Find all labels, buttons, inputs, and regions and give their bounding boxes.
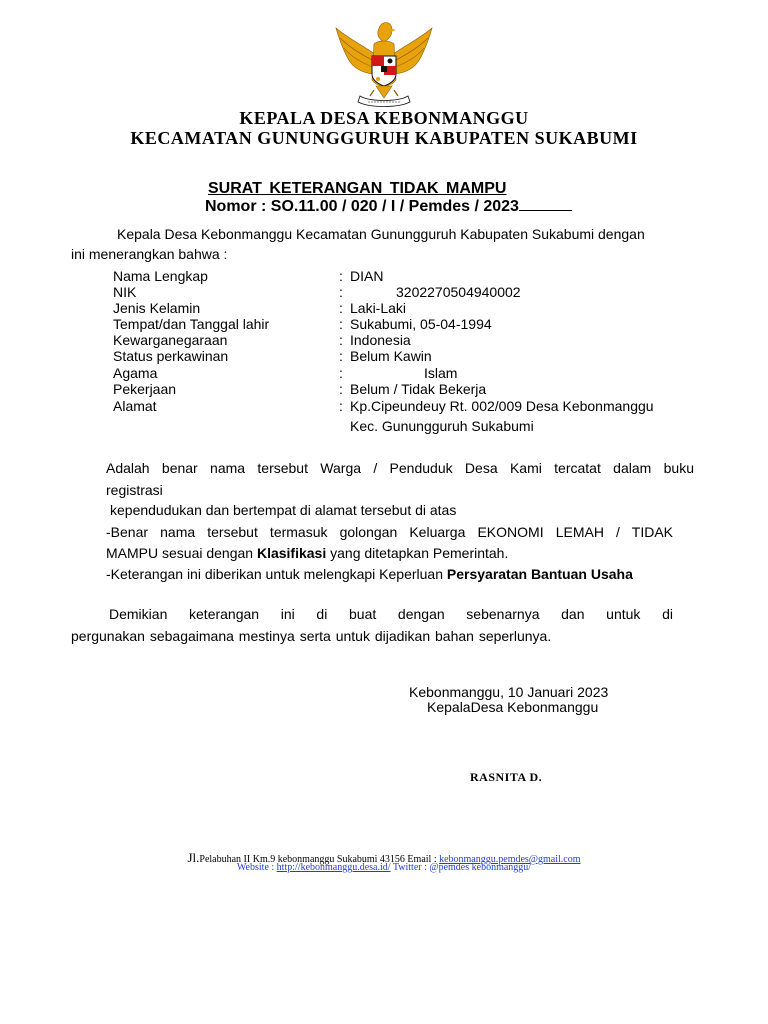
identity-label: Pekerjaan xyxy=(113,381,177,397)
identity-value: Belum / Tidak Bekerja xyxy=(350,381,487,397)
identity-colon: : xyxy=(339,332,343,348)
identity-label: Agama xyxy=(113,365,158,381)
document-title: SURAT KETERANGAN TIDAK MAMPU xyxy=(208,180,507,197)
number-blank-line xyxy=(519,196,572,211)
closing-line1: Demikian keterangan ini di buat dengan sebenarnya dan untuk di xyxy=(109,606,673,622)
identity-colon: : xyxy=(339,300,343,316)
header-line2: KECAMATAN GUNUNGGURUH KABUPATEN SUKABUMI xyxy=(130,128,638,148)
identity-value: 3202270504940002 xyxy=(396,284,521,300)
identity-value: DIAN xyxy=(350,268,384,284)
identity-label: Status perkawinan xyxy=(113,348,229,364)
signature-place-date: Kebonmanggu, 10 Januari 2023 xyxy=(409,684,609,700)
identity-value: Kp.Cipeundeuy Rt. 002/009 Desa Kebonmanggu xyxy=(350,398,654,414)
body-p1-line3: kependudukan dan bertempat di alamat tersebut di atas xyxy=(110,502,457,518)
identity-label: NIK xyxy=(113,284,137,300)
identity-colon: : xyxy=(339,381,343,397)
body-p2-text-bold: Klasifikasi xyxy=(256,545,327,561)
footer-website-label: Website : xyxy=(236,862,277,873)
identity-value: Indonesia xyxy=(350,332,411,348)
identity-value: Islam xyxy=(424,365,458,381)
intro-line1: Kepala Desa Kebonmanggu Kecamatan Gunungguruh Kabupaten Sukabumi dengan xyxy=(117,226,645,242)
closing-line2: pergunakan sebagaimana mestinya serta untuk dijadikan bahan seperlunya. xyxy=(71,628,552,644)
garuda-pancasila-emblem xyxy=(330,18,438,110)
identity-label: Tempat/dan Tanggal lahir xyxy=(113,316,270,332)
body-p1-line2: registrasi xyxy=(106,482,163,498)
footer-email-link[interactable]: kebonmanggu.pemdes@gmail.com xyxy=(439,854,581,865)
identity-label: Kewarganegaraan xyxy=(113,332,228,348)
identity-colon: : xyxy=(339,348,343,364)
footer-web xyxy=(0,862,768,873)
identity-colon: : xyxy=(339,268,343,284)
footer-website-link[interactable]: http://kebonmanggu.desa.id/ xyxy=(276,862,391,873)
body-p2-line1: -Benar nama tersebut termasuk golongan Keluarga EKONOMI LEMAH / TIDAK xyxy=(106,524,673,540)
body-p2-line2 xyxy=(106,545,508,561)
body-p2-text-post: yang ditetapkan Pemerintah. xyxy=(326,545,509,561)
signature-name: RASNITA D. xyxy=(470,770,543,784)
header-line1: KEPALA DESA KEBONMANGGU xyxy=(239,108,529,128)
identity-colon: : xyxy=(339,284,343,300)
body-p3-text-pre: -Keterangan ini diberikan untuk melengkapi Keperluan xyxy=(106,566,447,582)
address-line2: Kec. Gunungguruh Sukabumi xyxy=(350,418,534,434)
identity-value: Laki-Laki xyxy=(350,300,407,316)
signature-position: KepalaDesa Kebonmanggu xyxy=(427,699,599,715)
identity-colon: : xyxy=(339,398,343,414)
body-p1-line1: Adalah benar nama tersebut Warga / Penduduk Desa Kami tercatat dalam buku xyxy=(106,460,694,476)
footer-address-prefix: Jl. xyxy=(187,850,200,865)
footer-twitter: Twitter : @pemdes kebonmanggu/ xyxy=(390,862,532,873)
body-p3 xyxy=(106,566,633,582)
identity-value: Belum Kawin xyxy=(350,348,432,364)
identity-label: Jenis Kelamin xyxy=(113,300,201,316)
identity-label: Nama Lengkap xyxy=(113,268,208,284)
intro-line2: ini menerangkan bahwa : xyxy=(71,246,228,262)
identity-label: Alamat xyxy=(113,398,157,414)
identity-colon: : xyxy=(339,365,343,381)
identity-colon: : xyxy=(339,316,343,332)
body-p3-text-bold: Persyaratan Bantuan Usaha xyxy=(446,566,633,582)
footer-address-text: Pelabuhan II Km.9 kebonmanggu Sukabumi 43156 Email : xyxy=(199,854,440,865)
document-number-text: Nomor : SO.11.00 / 020 / I / Pemdes / 2023 xyxy=(205,198,519,215)
document-number xyxy=(205,196,572,216)
body-p2-text-pre: MAMPU sesuai dengan xyxy=(106,545,257,561)
identity-value: Sukabumi, 05-04-1994 xyxy=(350,316,492,332)
